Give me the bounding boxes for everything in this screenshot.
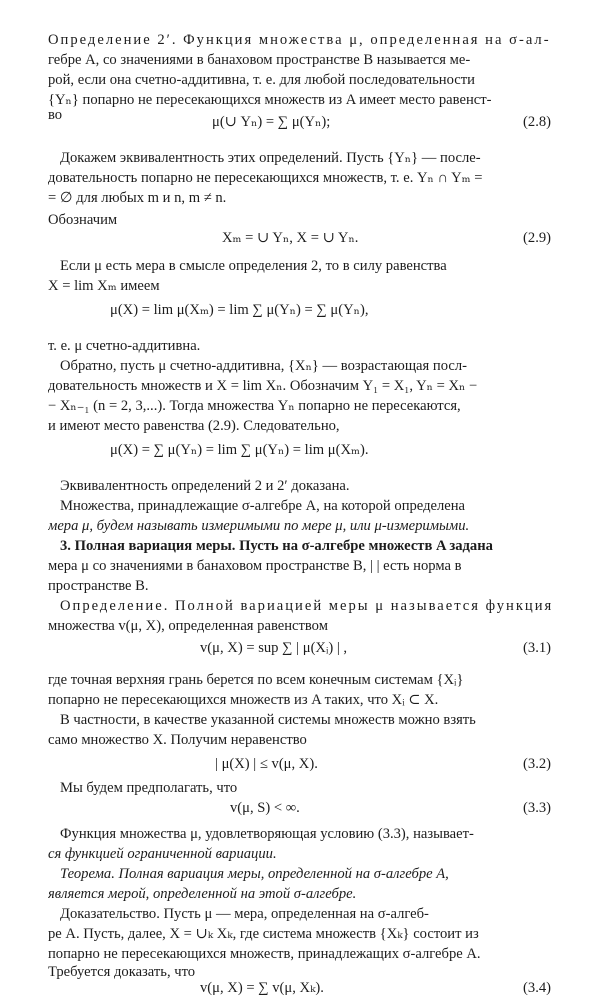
equation-sum-a: μ(X) = lim μ(Xₘ) = lim ∑ μ(Yₙ) = ∑ μ(Yₙ), (110, 302, 369, 318)
text-line: Определение. Полной вариацией меры μ называется функция (60, 598, 554, 614)
text-line: Обратно, пусть μ счетно-аддитивна, {Xₙ} — возрастающая посл- (60, 358, 467, 374)
equation-2-9: Xₘ = ∪ Yₙ, X = ∪ Yₙ. (222, 230, 359, 246)
text-line: довательность множеств и X = lim Xₙ. Обозначим Y₁ = X₁, Yₙ = Xₙ − (48, 378, 478, 394)
text-line: = ∅ для любых m и n, m ≠ n. (48, 190, 227, 206)
text-line: попарно не пересекающихся множеств, принадлежащих σ-алгебре A. (48, 946, 481, 962)
text-line: мера μ со значениями в банаховом пространстве B, | | есть норма в (48, 558, 462, 574)
text-line: 3. Полная вариация меры. Пусть на σ-алгебре множеств A задана (60, 538, 493, 554)
text-line: {Yₙ} попарно не пересекающихся множеств из A имеет место равенст- (48, 92, 492, 108)
equation-3-4: v(μ, X) = ∑ v(μ, Xₖ). (200, 980, 324, 996)
equation-sum-b: μ(X) = ∑ μ(Yₙ) = lim ∑ μ(Yₙ) = lim μ(Xₘ). (110, 442, 369, 458)
text-line: мера μ, будем называть измеримыми по мере μ, или μ-измеримыми. (48, 518, 470, 534)
text-line: во (48, 107, 63, 123)
text-line: само множество X. Получим неравенство (48, 732, 307, 748)
text-line: где точная верхняя грань берется по всем конечным системам {Xᵢ} (48, 672, 464, 688)
text-line: рой, если она счетно-аддитивна, т. е. для любой последовательности (48, 72, 475, 88)
text-line: Мы будем предполагать, что (60, 780, 238, 796)
text-line: Доказательство. Пусть μ — мера, определенная на σ-алгеб- (60, 906, 429, 922)
equation-number: (2.9) (523, 230, 551, 246)
equation-3-2: | μ(X) | ≤ v(μ, X). (215, 756, 318, 772)
text-line: довательность попарно не пересекающихся множеств, т. е. Yₙ ∩ Yₘ = (48, 170, 483, 186)
text-line: Если μ есть мера в смысле определения 2, то в силу равенства (60, 258, 447, 274)
text-line: В частности, в качестве указанной системы множеств можно взять (60, 712, 476, 728)
text-line: попарно не пересекающихся множеств из A таких, что Xᵢ ⊂ X. (48, 692, 439, 708)
equation-number: (3.3) (523, 800, 551, 816)
equation-number: (2.8) (523, 114, 551, 130)
text-line: Функция множества μ, удовлетворяющая условию (3.3), называет- (60, 826, 474, 842)
text-line: − Xₙ₋₁ (n = 2, 3,...). Тогда множества Yₙ попарно не пересекаются, (48, 398, 461, 414)
equation-number: (3.4) (523, 980, 551, 996)
equation-3-1: v(μ, X) = sup ∑ | μ(Xᵢ) | , (200, 640, 348, 656)
text-line: и имеют место равенства (2.9). Следовательно, (48, 418, 340, 434)
equation-number: (3.1) (523, 640, 551, 656)
text-line: Докажем эквивалентность этих определений. Пусть {Yₙ} — после- (60, 150, 481, 166)
equation-2-8: μ(∪ Yₙ) = ∑ μ(Yₙ); (212, 114, 331, 130)
text-line: Теорема. Полная вариация меры, определенной на σ-алгебре A, (60, 866, 449, 882)
text-line: Требуется доказать, что (48, 964, 196, 980)
text-line: Эквивалентность определений 2 и 2′ доказана. (60, 478, 350, 494)
text-line: является мерой, определенной на этой σ-алгебре. (48, 886, 357, 902)
text-line: Определение 2′. Функция множества μ, определенная на σ-ал- (48, 32, 551, 48)
text-line: ся функцией ограниченной вариации. (48, 846, 277, 862)
text-line: гебре A, со значениями в банаховом пространстве B называется ме- (48, 52, 471, 68)
equation-3-3: v(μ, S) < ∞. (230, 800, 300, 816)
equation-number: (3.2) (523, 756, 551, 772)
text-line: X = lim Xₘ имеем (48, 278, 160, 294)
text-line: Множества, принадлежащие σ-алгебре A, на которой определена (60, 498, 466, 514)
text-line: Обозначим (48, 212, 118, 228)
text-line: множества v(μ, X), определенная равенством (48, 618, 328, 634)
text-line: т. е. μ счетно-аддитивна. (48, 338, 201, 354)
text-line: ре A. Пусть, далее, X = ∪ₖ Xₖ, где система множеств {Xₖ} состоит из (48, 926, 479, 942)
text-line: пространстве B. (48, 578, 149, 594)
